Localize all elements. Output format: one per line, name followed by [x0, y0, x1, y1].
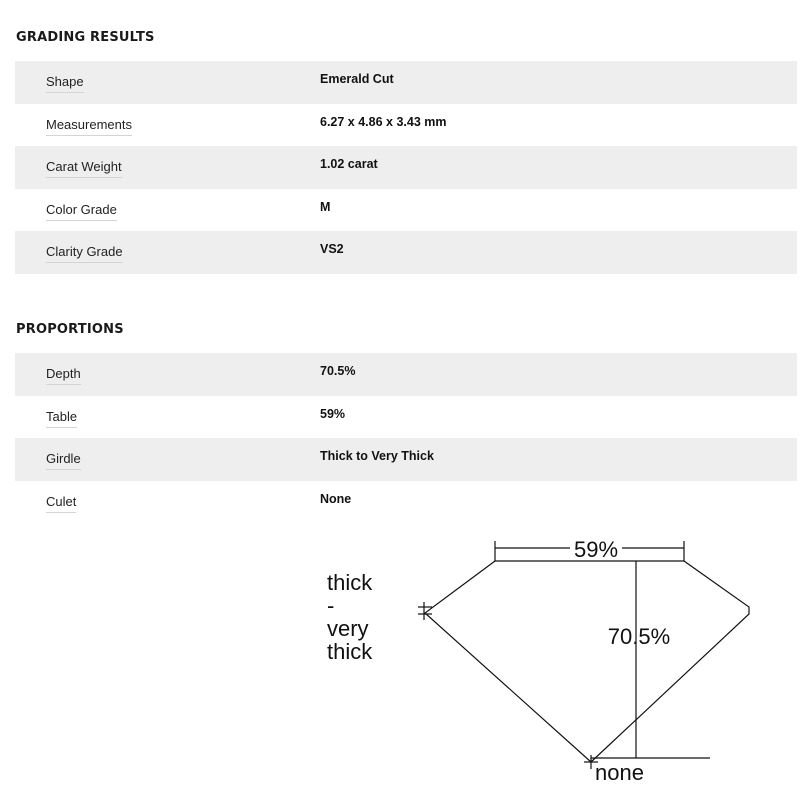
girdle-label-line-2: -: [327, 593, 335, 618]
row-value: 6.27 x 4.86 x 3.43 mm: [320, 114, 447, 129]
row-label: Girdle: [46, 451, 81, 470]
diamond-outline: [425, 561, 749, 762]
row-label: Depth: [46, 366, 81, 385]
girdle-label-line-4: thick: [327, 639, 373, 664]
row-label: Measurements: [46, 117, 132, 136]
row-label: Carat Weight: [46, 159, 122, 178]
row-value: 70.5%: [320, 364, 356, 378]
row-label: Culet: [46, 494, 76, 513]
row-label: Clarity Grade: [46, 244, 123, 263]
row-label: Shape: [46, 74, 84, 93]
proportions-title: PROPORTIONS: [16, 322, 124, 337]
depth-percent-label: 70.5%: [607, 624, 671, 649]
row-value: M: [320, 199, 331, 214]
girdle-label-line-3: very: [327, 616, 369, 641]
row-value: Emerald Cut: [320, 72, 394, 86]
girdle-label-line-1: thick: [327, 570, 373, 595]
row-value: 59%: [320, 406, 346, 421]
row-value: VS2: [320, 242, 344, 256]
row-label: Color Grade: [46, 202, 117, 221]
row-label: Table: [46, 409, 77, 428]
row-value: Thick to Very Thick: [320, 449, 434, 463]
grading-results-title: GRADING RESULTS: [16, 30, 155, 45]
row-value: None: [320, 491, 352, 506]
row-value: 1.02 carat: [320, 157, 378, 171]
culet-label: none: [595, 760, 644, 785]
table-percent-label: 59%: [573, 537, 619, 562]
